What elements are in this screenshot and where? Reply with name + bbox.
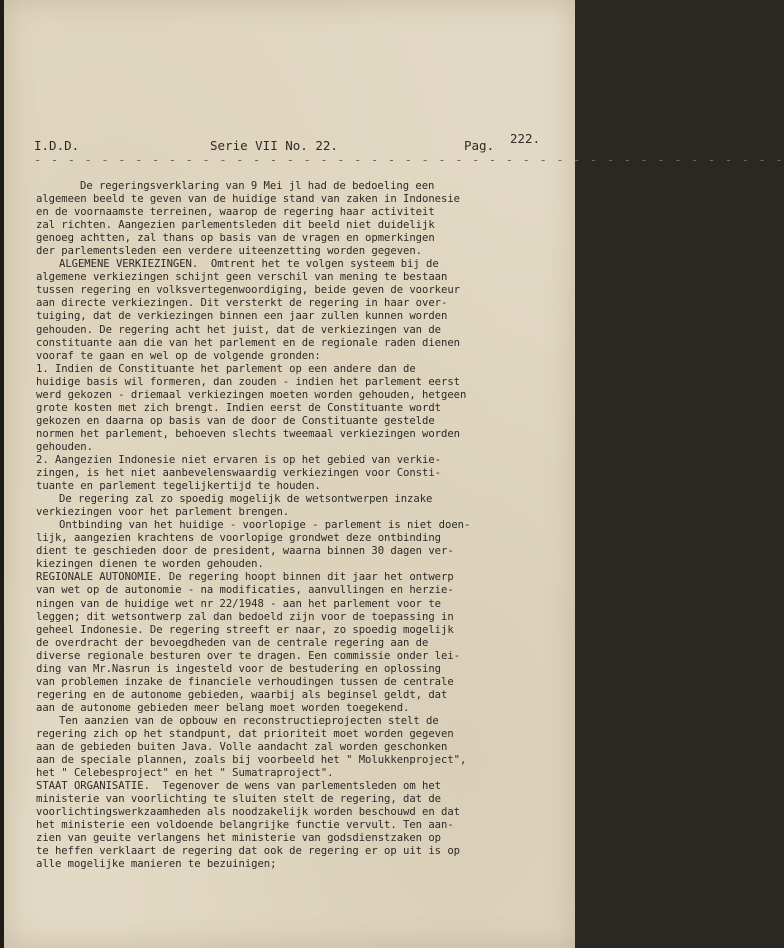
text-line: Ten aanzien van de opbouw en reconstructieprojecten stelt de (59, 714, 439, 727)
header-page-number: 222. (510, 131, 541, 146)
text-line: der parlementsleden een verdere uiteenzetting worden gegeven. (36, 245, 423, 258)
text-line: voorlichtingswerkzaamheden als noodzakelijk worden beschouwd en dat (36, 806, 460, 819)
document-page (4, 0, 784, 948)
header-left: I.D.D. (34, 138, 80, 153)
text-line: tuante en parlement tegelijkertijd te houden. (36, 480, 321, 493)
text-line: van wet op de autonomie - na modificaties, aanvullingen en herzie- (36, 584, 454, 597)
header-page-label: Pag. (464, 138, 495, 153)
text-line: kiezingen dienen te worden gehouden. (36, 558, 264, 571)
text-line: algemeen beeld te geven van de huidige stand van zaken in Indonesie (36, 193, 460, 206)
text-line: zingen, is het niet aanbevelenswaardig verkiezingen voor Consti- (36, 467, 441, 480)
text-line: verkiezingen voor het parlement brengen. (36, 506, 290, 519)
text-line: normen het parlement, behoeven slechts tweemaal verkiezingen worden (36, 427, 460, 440)
text-line: lijk, aangezien krachtens de voorlopige grondwet deze ontbinding (36, 532, 441, 545)
text-line: geheel Indonesie. De regering streeft er naar, zo spoedig mogelijk (36, 623, 454, 636)
text-line: constituante aan die van het parlement en de regionale raden dienen (36, 336, 460, 349)
text-line: alle mogelijke manieren te bezuinigen; (36, 858, 277, 871)
text-line: genoeg achtten, zal thans op basis van de vragen en opmerkingen (36, 232, 435, 245)
text-line: te heffen verklaart de regering dat ook de regering er op uit is op (36, 845, 460, 858)
text-line: aan de gebieden buiten Java. Volle aandacht zal worden geschonken (36, 741, 448, 754)
text-line: gekozen en daarna op basis van de door de Constituante gestelde (36, 414, 435, 427)
text-line: zal richten. Aangezien parlementsleden dit beeld niet duidelijk (36, 219, 435, 232)
text-line: ningen van de huidige wet nr 22/1948 - aan het parlement voor te (36, 597, 441, 610)
text-line: aan de speciale plannen, zoals bij voorbeeld het " Molukkenproject", (36, 754, 467, 767)
text-line: gehouden. (36, 440, 93, 453)
text-line: ministerie van voorlichting te sluiten stelt de regering, dat de (36, 793, 441, 806)
text-line: grote kosten met zich brengt. Indien eerst de Constituante wordt (36, 401, 441, 414)
text-line: regering zich op het standpunt, dat prioriteit moet worden gegeven (36, 727, 454, 740)
text-line: van problemen inzake de financiele verhoudingen tussen de centrale (36, 675, 454, 688)
text-line: 1. Indien de Constituante het parlement op een andere dan de (36, 362, 416, 375)
text-line: de overdracht der bevoegdheden van de centrale regering aan de (36, 636, 429, 649)
header-rule: - - - - - - - - - - - - - - - - - - - - - - - - - - - - - - - - - - - - - - - - - - - - - (34, 153, 784, 167)
text-line: werd gekozen - driemaal verkiezingen moeten worden gehouden, hetgeen (36, 388, 467, 401)
text-line: het " Celebesproject" en het " Sumatraproject". (36, 767, 334, 780)
section-heading-line: STAAT ORGANISATIE. Tegenover de wens van parlementsleden om het (36, 780, 441, 793)
text-line: en de voornaamste terreinen, waarop de regering haar activiteit (36, 206, 435, 219)
page-header (34, 128, 541, 153)
header-series: Serie VII No. 22. (210, 138, 338, 153)
text-line: tussen regering en volksvertegenwoordiging, beide geven de voorkeur (36, 284, 460, 297)
text-line: aan directe verkiezingen. Dit versterkt de regering in haar over- (36, 297, 448, 310)
text-line: regering en de autonome gebieden, waarbij als beginsel geldt, dat (36, 688, 448, 701)
text-line: ding van Mr.Nasrun is ingesteld voor de bestudering en oplossing (36, 662, 441, 675)
text-line: De regeringsverklaring van 9 Mei jl had de bedoeling een (80, 180, 435, 192)
text-line: het ministerie een voldoende belangrijke functie vervult. Ten aan- (36, 819, 454, 832)
section-heading-line: REGIONALE AUTONOMIE. De regering hoopt binnen dit jaar het ontwerp (36, 571, 454, 584)
text-line: huidige basis wil formeren, dan zouden - indien het parlement eerst (36, 375, 460, 388)
text-line: leggen; dit wetsontwerp zal dan bedoeld zijn voor de toepassing in (36, 610, 454, 623)
text-line: vooraf te gaan en wel op de volgende gronden: (36, 349, 321, 362)
text-line: aan de autonome gebieden meer belang moet worden toegekend. (36, 701, 410, 714)
text-line: gehouden. De regering acht het juist, dat de verkiezingen van de (36, 323, 441, 336)
text-line: zien van geuite verlangens het ministerie van godsdienstzaken op (36, 832, 441, 845)
text-line: De regering zal zo spoedig mogelijk de wetsontwerpen inzake (59, 493, 433, 506)
text-line: algemene verkiezingen schijnt geen verschil van mening te bestaan (36, 271, 448, 284)
text-line: dient te geschieden door de president, waarna binnen 30 dagen ver- (36, 545, 454, 558)
section-heading-line: ALGEMENE VERKIEZINGEN. Omtrent het te volgen systeem bij de (59, 258, 439, 271)
text-line: 2. Aangezien Indonesie niet ervaren is op het gebied van verkie- (36, 453, 441, 466)
text-line: diverse regionale besturen over te dragen. Een commissie onder lei- (36, 649, 460, 662)
text-line: Ontbinding van het huidige - voorlopige - parlement is niet doen- (59, 519, 471, 532)
document-body (36, 180, 556, 871)
text-line: tuiging, dat de verkiezingen binnen een jaar zullen kunnen worden (36, 310, 448, 323)
